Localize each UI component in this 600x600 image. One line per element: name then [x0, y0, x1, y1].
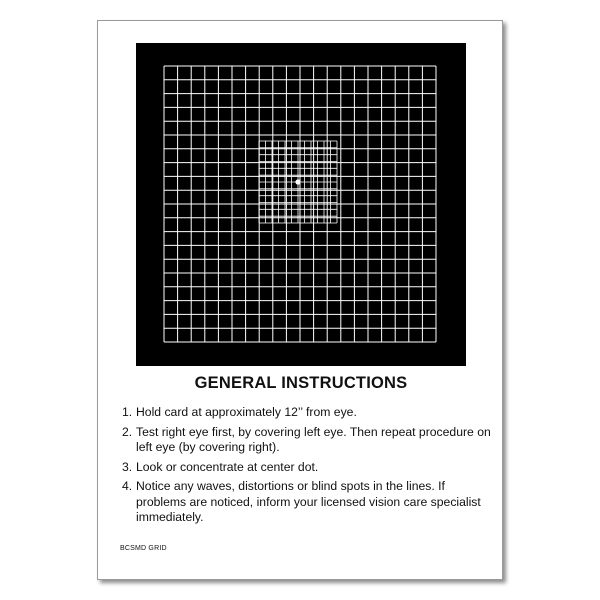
instruction-item: [122, 479, 492, 526]
instruction-item: [122, 460, 492, 476]
instruction-number: 3.: [122, 459, 133, 474]
instruction-text: Test right eye first, by covering left eye. Then repeat procedure on left eye (by covering right).: [136, 424, 491, 454]
instruction-text: Hold card at approximately 12’’ from eye.: [136, 405, 357, 419]
instruction-number: 4.: [122, 479, 133, 493]
instruction-number: 1.: [122, 405, 133, 419]
instruction-text: Notice any waves, distortions or blind spots in the lines. If problems are noticed, inform your licensed vision care specialist immediately.: [136, 479, 481, 524]
card-code-label: BCSMD GRID: [120, 545, 167, 552]
instruction-card: [97, 20, 503, 580]
instruction-number: 2.: [122, 424, 133, 439]
instruction-item: [122, 405, 492, 421]
instruction-text: Look or concentrate at center dot.: [136, 459, 319, 474]
instructions-list: [122, 405, 492, 530]
instruction-item: [122, 425, 492, 456]
instructions-title: GENERAL INSTRUCTIONS: [194, 374, 408, 392]
center-dot: [295, 179, 300, 184]
amsler-grid: [136, 43, 466, 366]
amsler-grid-panel: [136, 43, 466, 366]
